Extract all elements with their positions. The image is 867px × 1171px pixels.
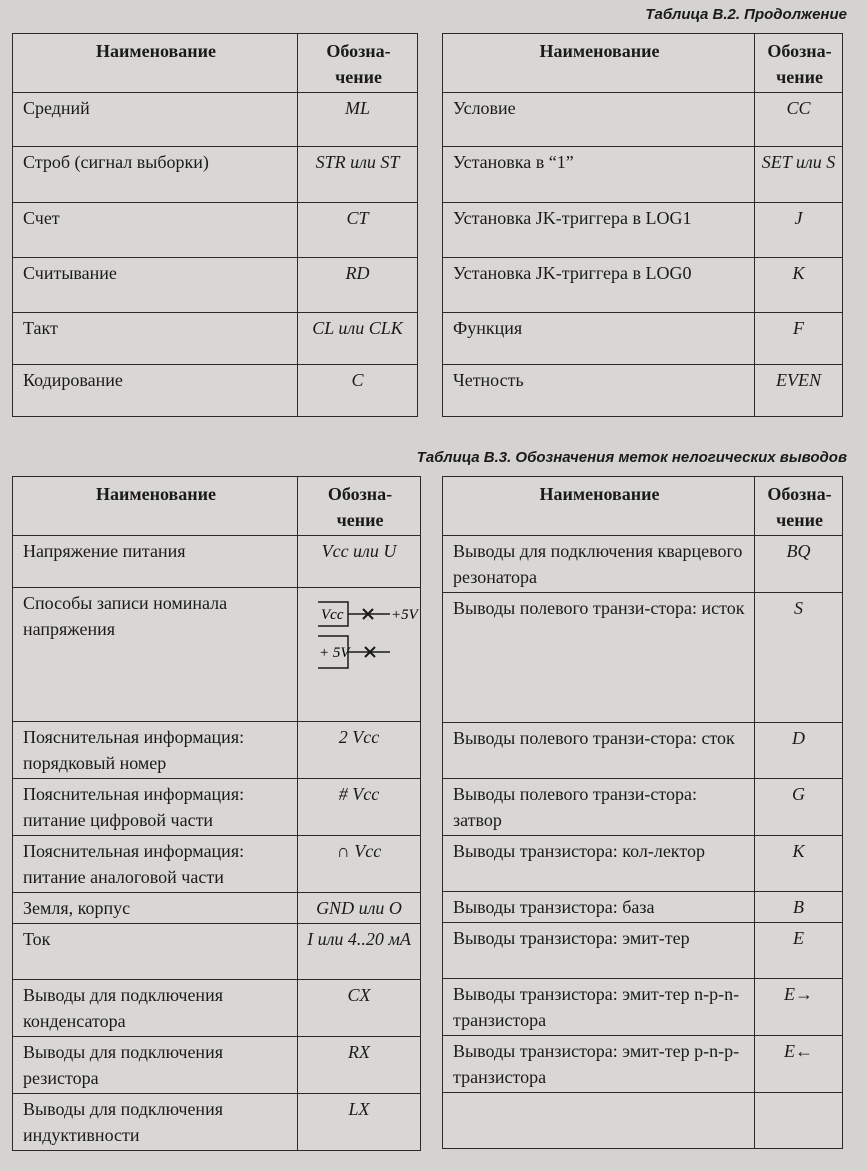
row-designation: EVEN xyxy=(755,365,843,417)
column-header-name: Наименование xyxy=(13,34,298,93)
row-designation: SET или S xyxy=(755,147,843,203)
row-designation: Vcc или U xyxy=(298,536,421,588)
row-name: Выводы транзистора: эмит-тер xyxy=(443,923,755,979)
row-designation: I или 4..20 мА xyxy=(298,924,421,980)
empty-cell xyxy=(443,1093,755,1149)
column-header-name: Наименование xyxy=(443,34,755,93)
empty-cell xyxy=(755,1093,843,1149)
row-name: Пояснительная информация: порядковый номер xyxy=(13,722,298,779)
row-designation: RX xyxy=(298,1037,421,1094)
row-designation: J xyxy=(755,203,843,258)
row-designation: CL или CLK xyxy=(298,313,418,365)
row-name: Установка в “1” xyxy=(443,147,755,203)
row-name: Выводы для подключения кварцевого резонатора xyxy=(443,536,755,593)
table-b3-left xyxy=(12,476,421,1151)
row-name: Установка JK-триггера в LOG1 xyxy=(443,203,755,258)
row-name: Выводы транзистора: эмит-тер p-n-p-транзистора xyxy=(443,1036,755,1093)
row-name: Четность xyxy=(443,365,755,417)
row-name: Выводы для подключения индуктивности xyxy=(13,1094,298,1151)
row-name: Выводы транзистора: эмит-тер n-p-n-транзистора xyxy=(443,979,755,1036)
column-header-designation: Обозна-чение xyxy=(298,34,418,93)
row-designation: K xyxy=(755,258,843,313)
table-caption-b2: Таблица В.2. Продолжение xyxy=(645,6,847,23)
voltage-notation-symbol xyxy=(298,588,421,722)
row-name: Условие xyxy=(443,93,755,147)
row-designation: F xyxy=(755,313,843,365)
voltage-notation-diagram xyxy=(298,588,421,714)
column-header-designation: Обозна-чение xyxy=(755,34,843,93)
voltage-label-5v-top: +5V xyxy=(391,607,418,623)
row-designation: CX xyxy=(298,980,421,1037)
column-header-name: Наименование xyxy=(443,477,755,536)
row-name: Выводы полевого транзи-стора: затвор xyxy=(443,779,755,836)
row-name: Такт xyxy=(13,313,298,365)
row-designation: D xyxy=(755,723,843,779)
voltage-label-vcc: Vcc xyxy=(321,607,344,623)
table-caption-b3: Таблица В.3. Обозначения меток нелогических выводов xyxy=(416,449,847,466)
row-name: Функция xyxy=(443,313,755,365)
row-designation: S xyxy=(755,593,843,723)
row-designation: CC xyxy=(755,93,843,147)
row-name: Выводы транзистора: база xyxy=(443,892,755,923)
row-designation: CT xyxy=(298,203,418,258)
row-designation: G xyxy=(755,779,843,836)
row-designation: C xyxy=(298,365,418,417)
row-designation: B xyxy=(755,892,843,923)
row-name: Способы записи номинала напряжения xyxy=(13,588,298,722)
row-designation: E xyxy=(755,923,843,979)
row-designation: STR или ST xyxy=(298,147,418,203)
row-name: Пояснительная информация: питание аналоговой части xyxy=(13,836,298,893)
row-name: Пояснительная информация: питание цифровой части xyxy=(13,779,298,836)
row-name: Выводы для подключения конденсатора xyxy=(13,980,298,1037)
row-designation: E← xyxy=(755,1036,843,1093)
row-designation: 2 Vcc xyxy=(298,722,421,779)
row-name: Считывание xyxy=(13,258,298,313)
column-header-designation: Обозна-чение xyxy=(755,477,843,536)
row-name: Выводы полевого транзи-стора: сток xyxy=(443,723,755,779)
row-designation: BQ xyxy=(755,536,843,593)
row-designation: # Vcc xyxy=(298,779,421,836)
row-name: Выводы полевого транзи-стора: исток xyxy=(443,593,755,723)
row-designation: E→ xyxy=(755,979,843,1036)
row-name: Средний xyxy=(13,93,298,147)
row-designation: GND или O xyxy=(298,893,421,924)
row-name: Строб (сигнал выборки) xyxy=(13,147,298,203)
column-header-designation: Обозна-чение xyxy=(298,477,421,536)
row-designation: RD xyxy=(298,258,418,313)
voltage-label-5v-bottom: + 5V xyxy=(319,645,350,661)
row-name: Земля, корпус xyxy=(13,893,298,924)
row-designation: ML xyxy=(298,93,418,147)
row-name: Счет xyxy=(13,203,298,258)
row-name: Установка JK-триггера в LOG0 xyxy=(443,258,755,313)
table-b2-right xyxy=(442,33,843,417)
table-b2-left xyxy=(12,33,418,417)
row-designation: LX xyxy=(298,1094,421,1151)
row-designation: K xyxy=(755,836,843,892)
column-header-name: Наименование xyxy=(13,477,298,536)
row-name: Выводы для подключения резистора xyxy=(13,1037,298,1094)
row-name: Ток xyxy=(13,924,298,980)
table-b3-right xyxy=(442,476,843,1149)
row-name: Кодирование xyxy=(13,365,298,417)
row-designation: ∩ Vcc xyxy=(298,836,421,893)
row-name: Выводы транзистора: кол-лектор xyxy=(443,836,755,892)
row-name: Напряжение питания xyxy=(13,536,298,588)
